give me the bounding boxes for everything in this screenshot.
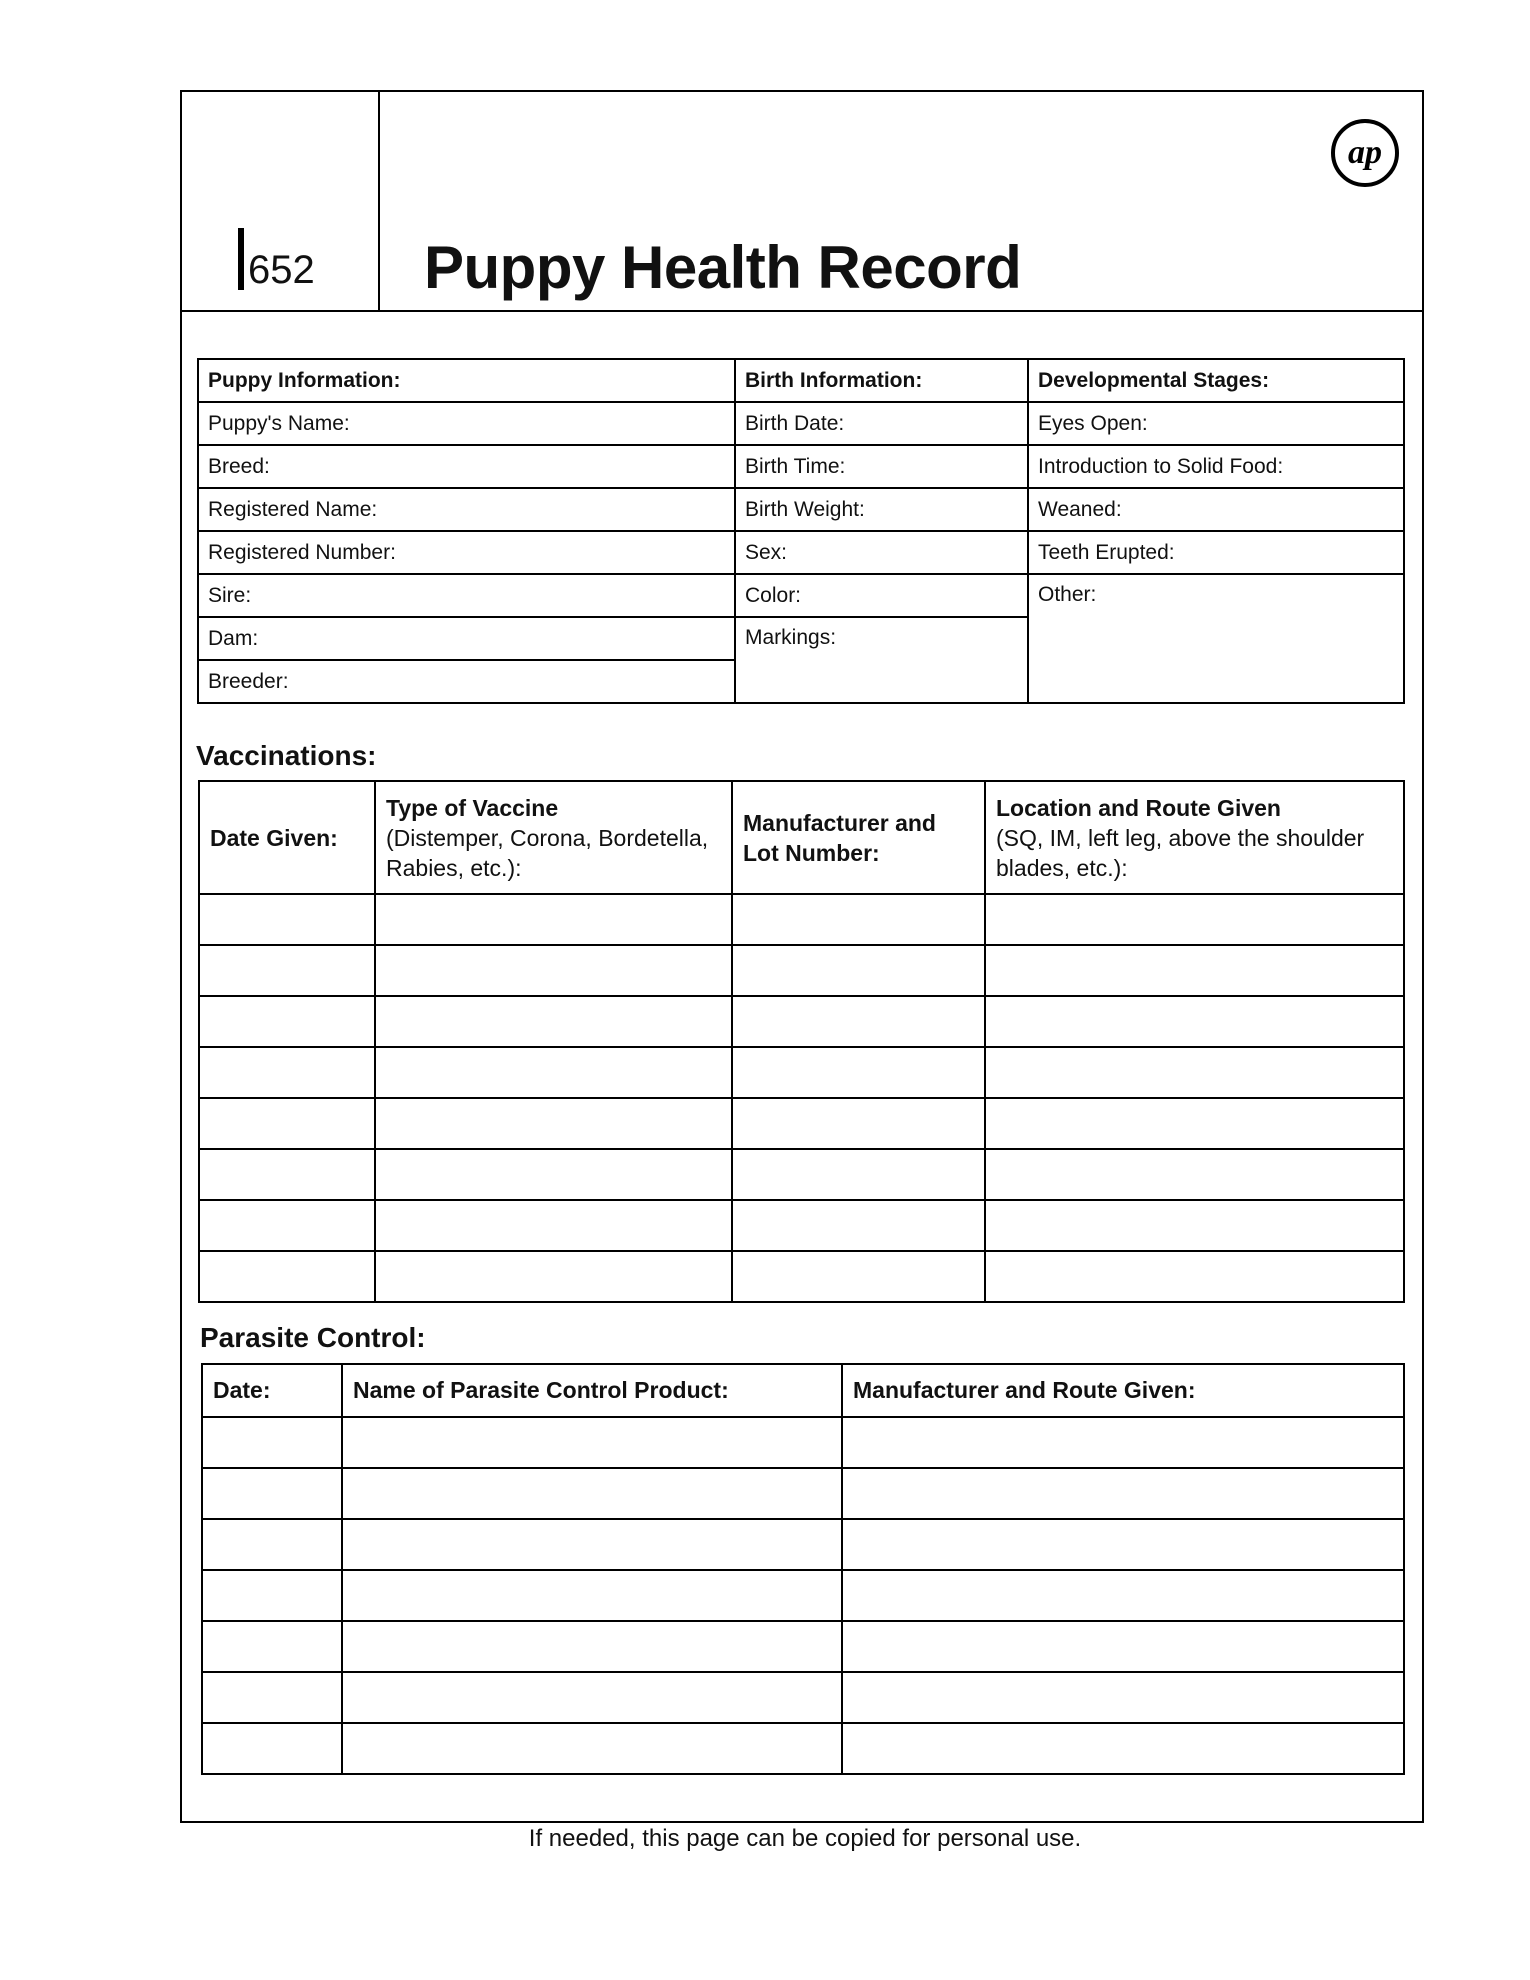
para-col-manufacturer: Manufacturer and Route Given: bbox=[842, 1364, 1404, 1417]
table-cell[interactable] bbox=[199, 894, 375, 945]
table-row bbox=[199, 1098, 1404, 1149]
table-cell[interactable] bbox=[202, 1723, 342, 1774]
table-row bbox=[199, 1200, 1404, 1251]
logo-text: ap bbox=[1348, 134, 1382, 171]
ap-logo-icon bbox=[1330, 118, 1400, 188]
table-cell[interactable] bbox=[985, 996, 1404, 1047]
table-cell[interactable] bbox=[342, 1723, 842, 1774]
breed-field[interactable]: Breed: bbox=[198, 445, 735, 488]
table-row bbox=[199, 1149, 1404, 1200]
vacc-col-type-sub: (Distemper, Corona, Bordetella, Rabies, etc.): bbox=[386, 824, 709, 881]
puppy-info-header: Puppy Information: bbox=[198, 359, 735, 402]
vaccinations-title: Vaccinations: bbox=[196, 740, 377, 771]
registered-number-field[interactable]: Registered Number: bbox=[198, 531, 735, 574]
weaned-field[interactable]: Weaned: bbox=[1028, 488, 1404, 531]
table-cell[interactable] bbox=[985, 1200, 1404, 1251]
table-cell[interactable] bbox=[342, 1417, 842, 1468]
birth-weight-field[interactable]: Birth Weight: bbox=[735, 488, 1028, 531]
table-cell[interactable] bbox=[985, 1098, 1404, 1149]
table-cell[interactable] bbox=[375, 1047, 732, 1098]
vacc-col-type-label: Type of Vaccine bbox=[386, 794, 559, 821]
table-cell[interactable] bbox=[842, 1468, 1404, 1519]
sex-field[interactable]: Sex: bbox=[735, 531, 1028, 574]
eyes-open-field[interactable]: Eyes Open: bbox=[1028, 402, 1404, 445]
table-cell[interactable] bbox=[842, 1417, 1404, 1468]
vacc-col-type bbox=[375, 781, 732, 894]
table-row bbox=[202, 1672, 1404, 1723]
birth-info-header: Birth Information: bbox=[735, 359, 1028, 402]
table-cell[interactable] bbox=[375, 1098, 732, 1149]
table-cell[interactable] bbox=[375, 996, 732, 1047]
vacc-col-date: Date Given: bbox=[199, 781, 375, 894]
table-cell[interactable] bbox=[732, 996, 985, 1047]
para-col-product: Name of Parasite Control Product: bbox=[342, 1364, 842, 1417]
table-cell[interactable] bbox=[985, 1047, 1404, 1098]
table-cell[interactable] bbox=[375, 945, 732, 996]
vacc-col-location bbox=[985, 781, 1404, 894]
table-cell[interactable] bbox=[732, 945, 985, 996]
table-cell[interactable] bbox=[342, 1570, 842, 1621]
dev-stages-header: Developmental Stages: bbox=[1028, 359, 1404, 402]
header-divider bbox=[378, 90, 380, 312]
table-cell[interactable] bbox=[342, 1519, 842, 1570]
table-cell[interactable] bbox=[199, 996, 375, 1047]
table-cell[interactable] bbox=[985, 894, 1404, 945]
table-cell[interactable] bbox=[202, 1672, 342, 1723]
vaccinations-table bbox=[198, 780, 1405, 1303]
birth-time-field[interactable]: Birth Time: bbox=[735, 445, 1028, 488]
table-cell[interactable] bbox=[732, 1200, 985, 1251]
dam-field[interactable]: Dam: bbox=[198, 617, 735, 660]
table-cell[interactable] bbox=[732, 894, 985, 945]
table-cell[interactable] bbox=[202, 1468, 342, 1519]
table-cell[interactable] bbox=[199, 1200, 375, 1251]
form-number-bar bbox=[238, 228, 244, 290]
header-rule bbox=[180, 310, 1422, 312]
table-cell[interactable] bbox=[342, 1621, 842, 1672]
table-cell[interactable] bbox=[842, 1519, 1404, 1570]
page-title: Puppy Health Record bbox=[424, 234, 1022, 301]
table-cell[interactable] bbox=[732, 1098, 985, 1149]
table-row bbox=[199, 945, 1404, 996]
table-cell[interactable] bbox=[985, 1149, 1404, 1200]
table-cell[interactable] bbox=[202, 1621, 342, 1672]
table-cell[interactable] bbox=[199, 1047, 375, 1098]
table-cell[interactable] bbox=[375, 1149, 732, 1200]
table-cell[interactable] bbox=[985, 945, 1404, 996]
table-row bbox=[202, 1417, 1404, 1468]
table-cell[interactable] bbox=[375, 1251, 732, 1302]
vacc-col-location-label: Location and Route Given bbox=[996, 794, 1281, 821]
table-row bbox=[202, 1570, 1404, 1621]
table-cell[interactable] bbox=[375, 894, 732, 945]
birth-date-field[interactable]: Birth Date: bbox=[735, 402, 1028, 445]
table-row bbox=[202, 1519, 1404, 1570]
table-row bbox=[199, 1047, 1404, 1098]
table-cell[interactable] bbox=[842, 1570, 1404, 1621]
table-row bbox=[202, 1723, 1404, 1774]
vacc-col-location-sub: (SQ, IM, left leg, above the shoulder blades, etc.): bbox=[996, 824, 1365, 881]
table-cell[interactable] bbox=[842, 1672, 1404, 1723]
table-cell[interactable] bbox=[199, 945, 375, 996]
vacc-col-manufacturer: Manufacturer and Lot Number: bbox=[732, 781, 985, 894]
table-cell[interactable] bbox=[985, 1251, 1404, 1302]
table-cell[interactable] bbox=[342, 1672, 842, 1723]
sire-field[interactable]: Sire: bbox=[198, 574, 735, 617]
form-number-text: 652 bbox=[248, 248, 315, 292]
table-cell[interactable] bbox=[375, 1200, 732, 1251]
footer-note: If needed, this page can be copied for personal use. bbox=[528, 1825, 1082, 1852]
parasite-control-title: Parasite Control: bbox=[200, 1322, 426, 1353]
table-cell[interactable] bbox=[732, 1149, 985, 1200]
puppy-info-table bbox=[197, 358, 1405, 704]
other-field[interactable]: Other: bbox=[1028, 574, 1404, 703]
teeth-erupted-field[interactable]: Teeth Erupted: bbox=[1028, 531, 1404, 574]
table-row bbox=[202, 1468, 1404, 1519]
form-number bbox=[238, 228, 315, 290]
table-cell[interactable] bbox=[199, 1098, 375, 1149]
vacc-rows bbox=[199, 894, 1404, 1302]
table-cell[interactable] bbox=[732, 1251, 985, 1302]
solid-food-field[interactable]: Introduction to Solid Food: bbox=[1028, 445, 1404, 488]
puppy-name-field[interactable]: Puppy's Name: bbox=[198, 402, 735, 445]
table-cell[interactable] bbox=[732, 1047, 985, 1098]
table-cell[interactable] bbox=[842, 1723, 1404, 1774]
table-cell[interactable] bbox=[199, 1149, 375, 1200]
table-cell[interactable] bbox=[202, 1570, 342, 1621]
para-rows bbox=[202, 1417, 1404, 1774]
table-cell[interactable] bbox=[342, 1468, 842, 1519]
para-col-date: Date: bbox=[202, 1364, 342, 1417]
color-field[interactable]: Color: bbox=[735, 574, 1028, 617]
table-cell[interactable] bbox=[199, 1251, 375, 1302]
registered-name-field[interactable]: Registered Name: bbox=[198, 488, 735, 531]
table-row bbox=[202, 1621, 1404, 1672]
table-row bbox=[199, 1251, 1404, 1302]
markings-field[interactable]: Markings: bbox=[735, 617, 1028, 703]
table-cell[interactable] bbox=[202, 1417, 342, 1468]
table-row bbox=[199, 894, 1404, 945]
breeder-field[interactable]: Breeder: bbox=[198, 660, 735, 703]
table-cell[interactable] bbox=[202, 1519, 342, 1570]
table-cell[interactable] bbox=[842, 1621, 1404, 1672]
table-row bbox=[199, 996, 1404, 1047]
parasite-control-table bbox=[201, 1363, 1405, 1775]
